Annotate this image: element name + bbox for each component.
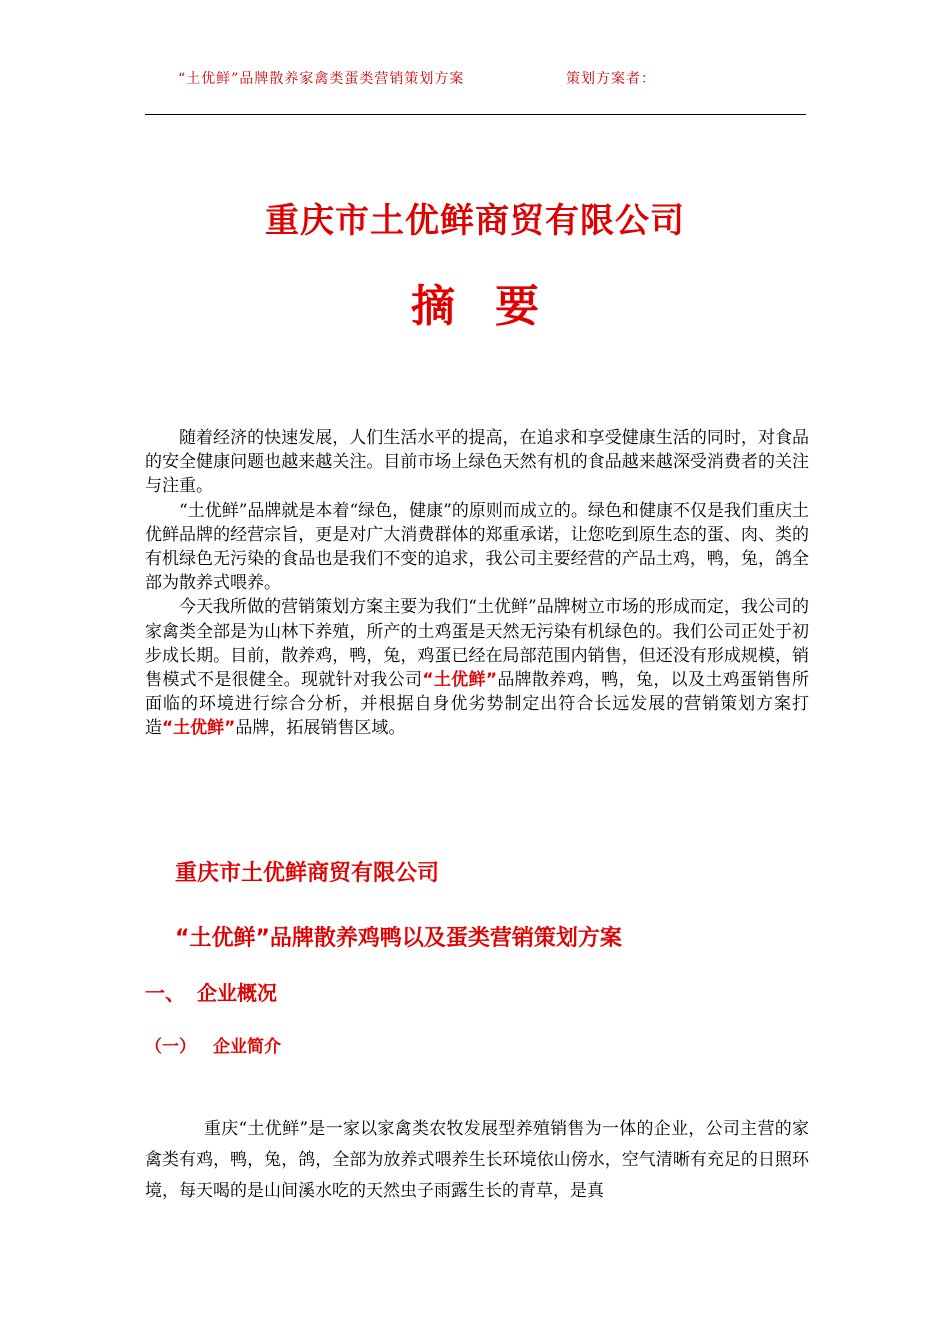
abstract-body [145, 426, 809, 741]
abstract-paragraph-1: 随着经济的快速发展，人们生活水平的提高，在追求和享受健康生活的同时，对食品的安全健康问题也越来越关注。目前市场上绿色天然有机的食品越来越深受消费者的关注与注重。 [145, 428, 809, 497]
brand-name-highlight: “土优鲜” [422, 670, 498, 691]
abstract-paragraph-2: “土优鲜”品牌就是本着“绿色，健康”的原则而成立的。绿色和健康不仅是我们重庆土优鲜品牌的经营宗旨，更是对广大消费群体的郑重承诺，让您吃到原生态的蛋、肉、类的有机绿色无污染的食品也是我们不变的追求，我公司主要经营的产品土鸡，鸭，兔，鸽全部为散养式喂养。 [145, 500, 809, 594]
section-plan-title: “土优鲜”品牌散养鸡鸭以及蛋类营销策划方案 [175, 926, 622, 951]
heading-text: 企业概况 [197, 981, 277, 1005]
abstract-paragraph-3-part-c: 品牌，拓展销售区域。 [235, 718, 406, 739]
subheading-text: 企业简介 [213, 1037, 281, 1057]
heading-number: 一、 [145, 981, 185, 1005]
cover-company-title: 重庆市土优鲜商贸有限公司 [265, 201, 685, 241]
abstract-paragraph-3-part-b: 品牌散养鸡，鸭，兔，以及土鸡蛋销售所面临的环境进行综合分析，并根据自身优劣势制定出符合长远发展的营销策划方案打造 [145, 670, 810, 739]
header-divider [145, 114, 806, 115]
running-header-title: “土优鲜”品牌散养家禽类蛋类营销策划方案 [178, 71, 465, 87]
subheading-number: （一） [145, 1037, 196, 1057]
abstract-paragraph-3-part-a: 今天我所做的营销策划方案主要为我们“土优鲜”品牌树立市场的形成而定，我公司的家禽类全部是为山林下养殖，所产的土鸡蛋是天然无污染有机绿色的。我们公司正处于初步成长期。目前，散养鸡，鸭，兔，鸡蛋已经在局部范围内销售，但还没有形成规模，销售模式不是很健全。现就针对我公司 [145, 597, 809, 691]
running-header-author: 策划方案者： [566, 71, 656, 87]
subheading-enterprise-intro [145, 1032, 281, 1057]
section-company-name: 重庆市土优鲜商贸有限公司 [175, 861, 440, 886]
intro-paragraph-1: 重庆“土优鲜”是一家以家禽类农牧发展型养殖销售为一体的企业，公司主营的家禽类有鸡，鸭，兔，鸽，全部为放养式喂养生长环境依山傍水，空气清晰有充足的日照环境，每天喝的是山间溪水吃的天然虫子雨露生长的青草，是真 [145, 1119, 809, 1201]
abstract-paragraph-3 [145, 595, 809, 740]
abstract-heading: 摘要 [411, 281, 579, 332]
intro-body [145, 1114, 809, 1207]
brand-name-highlight: “土优鲜” [162, 718, 236, 739]
heading-enterprise-overview [145, 977, 277, 1006]
